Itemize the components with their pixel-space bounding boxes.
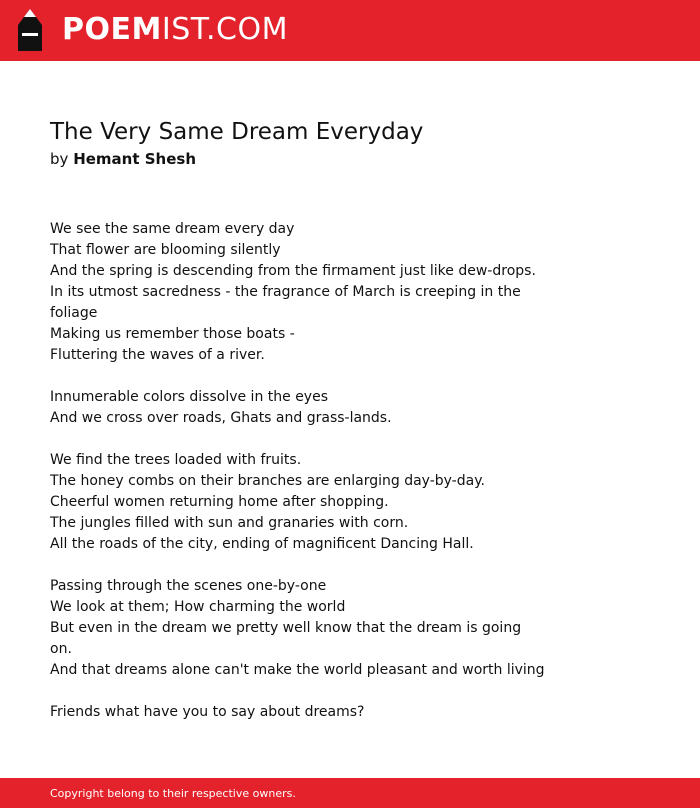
poem-line: The jungles filled with sun and granaries with corn. [50, 515, 409, 531]
poem-line: Fluttering the waves of a river. [50, 347, 265, 363]
poem-line: And we cross over roads, Ghats and grass-lands. [50, 410, 392, 426]
poem-body [50, 219, 545, 744]
poem-line: The honey combs on their branches are enlarging day-by-day. [50, 473, 485, 489]
poem-line: In its utmost sacredness - the fragrance of March is creeping in the foliage [50, 284, 521, 321]
poem-line: Innumerable colors dissolve in the eyes [50, 389, 329, 405]
stanza [50, 450, 545, 555]
poem-line: That flower are blooming silently [50, 242, 281, 258]
stanza [50, 219, 545, 366]
poem-line: Passing through the scenes one-by-one [50, 578, 327, 594]
poem-line: And the spring is descending from the firmament just like dew-drops. [50, 263, 536, 279]
poem-line: And that dreams alone can't make the world pleasant and worth living [50, 662, 545, 678]
poem-line: Friends what have you to say about dreams? [50, 704, 365, 720]
poem-line: All the roads of the city, ending of magnificent Dancing Hall. [50, 536, 474, 552]
site-footer [0, 778, 700, 808]
stanza [50, 387, 545, 429]
poem-line: We look at them; How charming the world [50, 599, 346, 615]
logo-bold-text: POEM [62, 12, 162, 47]
by-label: by [50, 150, 69, 168]
poem-line: But even in the dream we pretty well know that the dream is going on. [50, 620, 522, 657]
logo-light-text: IST.COM [161, 12, 288, 47]
poem-line: Making us remember those boats - [50, 326, 295, 342]
site-logo[interactable] [62, 12, 288, 48]
pencil-icon [17, 9, 43, 51]
stanza [50, 702, 545, 723]
site-header [0, 0, 700, 61]
poem-title: The Very Same Dream Everyday [50, 119, 424, 145]
stanza [50, 576, 545, 681]
copyright-text: Copyright belong to their respective owners. [50, 787, 296, 800]
poem-line: We see the same dream every day [50, 221, 295, 237]
poem-line: We find the trees loaded with fruits. [50, 452, 302, 468]
poem-line: Cheerful women returning home after shopping. [50, 494, 389, 510]
author-name: Hemant Shesh [73, 150, 196, 168]
byline [50, 149, 196, 169]
